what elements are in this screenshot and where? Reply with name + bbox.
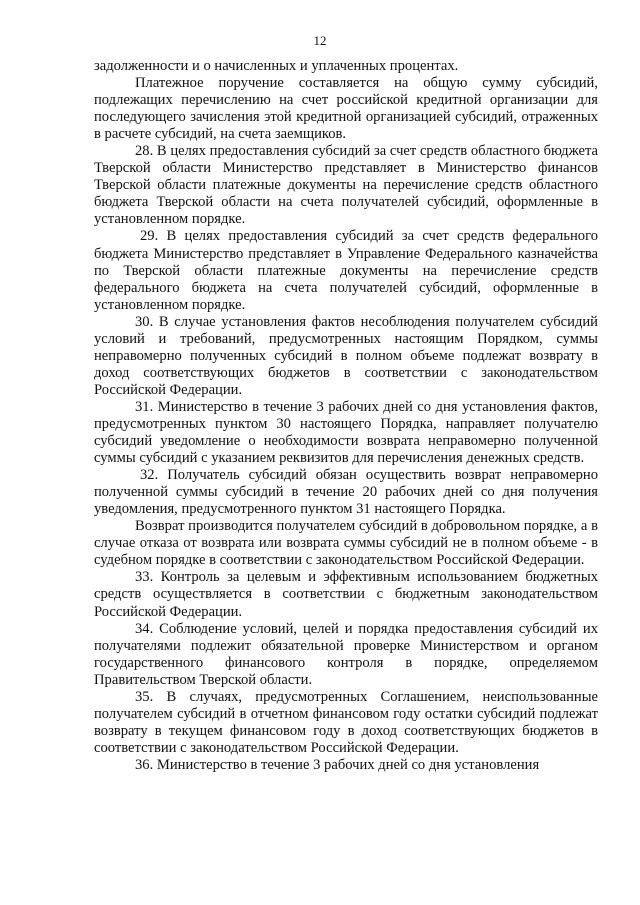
paragraph-34: 34. Соблюдение условий, целей и порядка предоставления субсидий их получателями подлежит обязательной проверке Министерством и органом государственного финансового контроля в порядке, определяемом Правительством Тверской области. [94,620,598,688]
document-body [94,58,598,774]
paragraph-32: 32. Получатель субсидий обязан осуществить возврат неправомерно полученной суммы субсидий в течение 20 рабочих дней со дня получения уведомления, предусмотренного пунктом 31 настоящего Порядка. [94,467,598,518]
paragraph-31: 31. Министерство в течение 3 рабочих дней со дня установления фактов, предусмотренных пунктом 30 настоящего Порядка, направляет получателю субсидий уведомление о необходимости возврата неправомерно полученной суммы субсидий с указанием реквизитов для перечисления денежных средств. [94,398,598,467]
paragraph-continuation: задолженности и о начисленных и уплаченных процентах. [94,58,459,74]
paragraph-29: 29. В целях предоставления субсидий за счет средств федерального бюджета Министерство представляет в Управление Федерального казначейства по Тверской области платежные документы на перечисление средств федерального бюджета на счета получателей субсидий, оформленные в установленном порядке. [94,228,598,313]
paragraph-refund: Возврат производится получателем субсидий в добровольном порядке, а в случае отказа от возврата или возврата суммы субсидий не в полном объеме - в судебном порядке в соответствии с законодательством Российской Федерации. [94,518,598,569]
paragraph-36: 36. Министерство в течение 3 рабочих дней со дня установления [135,756,540,773]
paragraph-28: 28. В целях предоставления субсидий за счет средств областного бюджета Тверской области Министерство представляет в Министерство финансов Тверской области платежные документы на перечисление средств областного бюджета Тверской области на счета получателей субсидий, оформленные в установленном порядке. [94,143,598,228]
paragraph-payment-order: Платежное поручение составляется на общую сумму субсидий, подлежащих перечислению на счет российской кредитной организации для последующего зачисления этой кредитной организацией субсидий, отраженных в расчете субсидий, на счета заемщиков. [94,75,598,143]
paragraph-30: 30. В случае установления фактов несоблюдения получателем субсидий условий и требований, предусмотренных настоящим Порядком, суммы неправомерно полученных субсидий в полном объеме подлежат возврату в доход соответствующих бюджетов в соответствии с законодательством Российской Федерации. [94,313,598,398]
paragraph-35: 35. В случаях, предусмотренных Соглашением, неиспользованные получателем субсидий в отчетном финансовом году остатки субсидий подлежат возврату в текущем финансовом году в доход соответствующих бюджетов в соответствии с законодательством Российской Федерации. [94,688,598,756]
page-number: 12 [313,33,327,48]
paragraph-33: 33. Контроль за целевым и эффективным использованием бюджетных средств осуществляется в соответствии с бюджетным законодательством Российской Федерации. [94,569,598,620]
